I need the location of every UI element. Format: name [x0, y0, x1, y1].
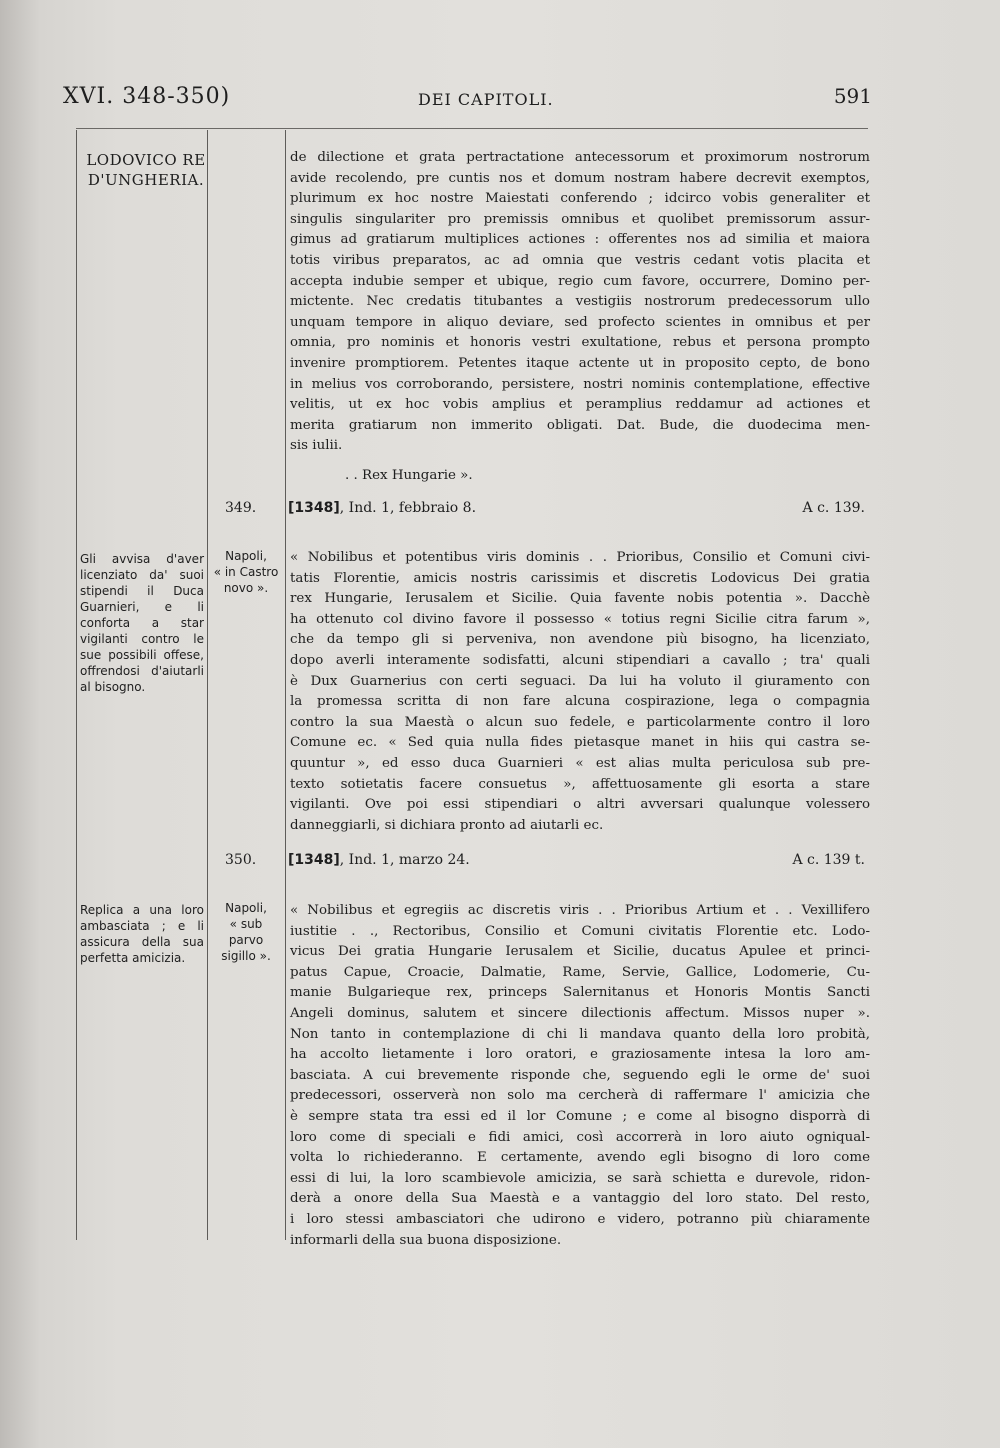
text-line: che da tempo gli si perveniva, non avendone più bisogno, ha licenziato,: [290, 632, 870, 648]
text-line: merita gratiarum non immerito obligati. Dat. Bude, die duodecima men-: [290, 417, 870, 433]
document-reference: A c. 139 t.: [792, 852, 865, 868]
column-rule-left: [76, 130, 77, 1240]
text-line: informarli della sua buona disposizione.: [290, 1232, 562, 1248]
place-line: « sub: [229, 917, 263, 931]
place-line: sigillo ».: [221, 949, 271, 963]
signature: . . Rex Hungarie ».: [345, 468, 473, 483]
text-line: la promessa scritta di non fare alcuna cospirazione, lega o compagnia: [290, 694, 870, 710]
text-line: contro la sua Maestà o alcun suo fedele, e particolarmente contro il loro: [290, 714, 870, 730]
text-line: è sempre stata tra essi ed il lor Comune ; e come al bisogno disporrà di: [290, 1108, 870, 1124]
text-line: derà a onore della Sua Maestà e a vantaggio del loro stato. Del resto,: [290, 1191, 870, 1207]
text-line: velitis, ut ex hoc vobis amplius et peramplius reddamur ad actiones et: [290, 397, 870, 413]
place-line: « in Castro: [213, 565, 279, 579]
document-date-rest: , Ind. 1, febbraio 8.: [339, 500, 477, 516]
text-line: è Dux Guarnerius con certi seguaci. Da lui ha voluto il giuramento con: [290, 673, 870, 689]
text-line: vicus Dei gratia Hungarie Ierusalem et Sicilie, ducatus Apulee et princi-: [290, 944, 870, 960]
text-line: Angeli dominus, salutem et sincere dilectionis affectum. Missos nuper ».: [290, 1005, 870, 1021]
text-line: iustitie . ., Rectoribus, Consilio et Comuni civitatis Florentie etc. Lodo-: [290, 923, 870, 939]
document-text: [290, 901, 870, 1251]
header-rule: [76, 128, 868, 129]
text-line: rex Hungarie, Ierusalem et Sicilie. Quia favente nobis potentia ». Dacchè: [290, 591, 870, 607]
text-line: tatis Florentie, amicis nostris carissimis et discretis Lodovicus Dei gratia: [290, 570, 870, 586]
text-line: unquam tempore in aliquo deviare, sed profecto scientes in omnibus et per: [290, 314, 870, 330]
text-line: texto sotietatis facere consuetus », affettuosamente gli esorta a stare: [290, 776, 870, 792]
text-line: i loro stessi ambasciatori che udirono e videro, potranno più chiaramente: [290, 1211, 870, 1227]
text-line: « Nobilibus et potentibus viris dominis . . Prioribus, Consilio et Comuni civi-: [290, 550, 870, 565]
column-rule-middle: [207, 130, 208, 1240]
text-line: « Nobilibus et egregiis ac discretis viris . . Prioribus Artium et . . Vexillifero: [290, 903, 870, 918]
place-line: parvo: [228, 933, 264, 947]
document-place: [210, 548, 282, 596]
document-number: 350.: [225, 852, 257, 868]
place-line: Napoli,: [225, 549, 267, 563]
text-line: mictente. Nec credatis titubantes a vestigiis nostrorum predecessorum ullo: [290, 294, 870, 310]
text-line: avide recolendo, pre cuntis nos et domum nostram habere decrevit exemptos,: [290, 170, 870, 186]
document-year: [1348]: [288, 500, 340, 516]
text-line: totis viribus preparatos, ac ad omnia que vestris cedant votis placita et: [290, 252, 870, 268]
text-line: invenire promptiorem. Petentes itaque actente ut in proposito cepto, de bono: [290, 355, 870, 371]
place-line: Napoli,: [225, 901, 267, 915]
text-line: ha ottenuto col divino favore il possesso « totius regni Sicilie citra farum »,: [290, 611, 870, 627]
column-rule-right: [285, 130, 286, 1240]
document-date: [288, 852, 470, 868]
text-line: loro come di speciali e fidi amici, così accorrerà in loro aiuto ogniqual-: [290, 1129, 870, 1145]
text-line: danneggiarli, si dichiara pronto ad aiutarli ec.: [290, 817, 604, 833]
text-line: essi di lui, la loro scambievole amicizia, se sarà schietta e durevole, ridon-: [290, 1170, 870, 1186]
running-header: [0, 84, 1000, 124]
document-reference: A c. 139.: [802, 500, 865, 516]
document-text: [290, 548, 870, 836]
text-line: volta lo richiederanno. E certamente, avendo egli bisogno di loro come: [290, 1150, 870, 1166]
text-line: predecessori, osserverà non solo ma cercherà di raffermare l' amicizia che: [290, 1088, 870, 1104]
text-line: plurimum ex hoc nostre Maiestati conferendo ; idcirco vobis generaliter et: [290, 191, 870, 207]
place-line: novo ».: [223, 581, 269, 595]
margin-title-line: LODOVICO RE: [86, 151, 206, 169]
text-line: de dilectione et grata pertractatione antecessorum et proximorum nostrorum: [290, 150, 870, 165]
text-line: quuntur », ed esso duca Guarnieri « est alias multa periculosa sub pre-: [290, 755, 870, 771]
text-line: singulis singulariter pro premissis omnibus et quolibet premissorum assur-: [290, 211, 870, 227]
document-summary: Gli avvisa d'aver licenziato da' suoi stipendi il Duca Guarnieri, e li conforta a star vigilanti contro le sue possibili offese, offrendosi d'aiutarli al bisogno.: [80, 552, 204, 694]
text-line: omnia, pro nominis et honoris vestri exultatione, rebus et persona prompto: [290, 335, 870, 351]
text-line: ha accolto lietamente i loro oratori, e graziosamente intesa la loro am-: [290, 1047, 870, 1063]
document-date-rest: , Ind. 1, marzo 24.: [339, 852, 470, 868]
header-title: DEI CAPITOLI.: [418, 90, 554, 109]
document-year: [1348]: [288, 852, 340, 868]
document-date: [288, 500, 476, 516]
header-section-range: XVI. 348-350): [63, 84, 231, 109]
margin-title-line: D'UNGHERIA.: [87, 171, 205, 189]
text-line: manie Bulgarieque rex, princeps Salernitanus et Honoris Montis Sancti: [290, 985, 870, 1001]
text-line: dopo averli interamente sodisfatti, alcuni stipendiari a cavallo ; tra' quali: [290, 652, 870, 668]
text-line: Comune ec. « Sed quia nulla fides pietasque manet in hiis qui castra se-: [290, 735, 870, 751]
text-line: vigilanti. Ove poi essi stipendiari o altri avversari qualunque volessero: [290, 797, 870, 813]
page-number: 591: [833, 84, 872, 108]
continuation-text: [290, 148, 870, 457]
document-place: [210, 900, 282, 964]
margin-title: [84, 150, 208, 190]
text-line: basciata. A cui brevemente risponde che, seguendo egli le orme de' suoi: [290, 1067, 870, 1083]
document-number: 349.: [225, 500, 257, 516]
text-line: in melius vos corroborando, persistere, nostri nominis contemplatione, effective: [290, 376, 870, 392]
text-line: patus Capue, Croacie, Dalmatie, Rame, Servie, Gallice, Lodomerie, Cu-: [290, 964, 870, 980]
text-line: sis iulii.: [290, 438, 343, 454]
text-line: accepta indubie semper et ubique, regio cum favore, occurrere, Domino per-: [290, 273, 870, 289]
text-line: Non tanto in contemplazione di chi li mandava quanto della loro probità,: [290, 1026, 870, 1042]
document-summary: Replica a una loro ambasciata ; e li assicura della sua perfetta amicizia.: [80, 903, 204, 965]
text-line: gimus ad gratiarum multiplices actiones : offerentes nos ad similia et maiora: [290, 232, 870, 248]
